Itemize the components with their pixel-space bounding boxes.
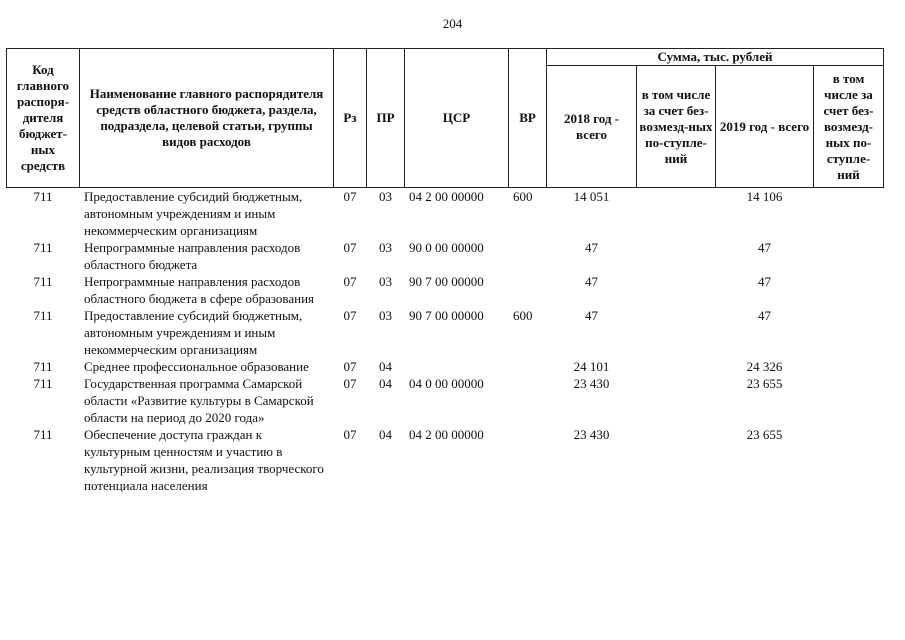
header-sum: Сумма, тыс. рублей — [547, 49, 884, 66]
row-csr: 90 7 00 00000 — [409, 274, 484, 289]
row-2019-total: 47 — [758, 240, 771, 255]
table-header — [7, 49, 884, 188]
row-csr: 04 2 00 00000 — [409, 427, 484, 442]
row-rz: 07 — [343, 376, 357, 391]
row-code: 711 — [33, 427, 53, 442]
header-name: Наименование главного распорядителя средств областного бюджета, раздела, подраздела, целевой статьи, группы видов расходов — [80, 49, 334, 188]
table-row — [7, 307, 884, 358]
row-csr — [405, 358, 509, 375]
row-rz: 07 — [343, 189, 357, 204]
row-2019-total: 23 655 — [746, 376, 783, 391]
row-code: 711 — [33, 308, 53, 323]
row-2019-free — [814, 188, 884, 240]
row-vr — [509, 426, 547, 494]
row-2018-free — [637, 188, 716, 240]
row-code: 711 — [33, 240, 53, 255]
table-body — [7, 188, 884, 495]
row-rz: 07 — [343, 240, 357, 255]
row-2019-free — [814, 358, 884, 375]
row-2019-free — [814, 307, 884, 358]
row-pr: 04 — [379, 427, 392, 442]
table-row — [7, 239, 884, 273]
row-csr: 04 0 00 00000 — [409, 376, 484, 391]
row-2019-total: 24 326 — [746, 359, 783, 374]
row-rz: 07 — [343, 359, 357, 374]
row-2018-total: 47 — [585, 240, 598, 255]
header-csr: ЦСР — [405, 49, 509, 188]
row-2019-total: 23 655 — [746, 427, 783, 442]
row-csr: 90 7 00 00000 — [409, 308, 484, 323]
table-row — [7, 188, 884, 240]
row-code: 711 — [33, 189, 53, 204]
row-2018-total: 14 051 — [573, 189, 610, 204]
row-2018-total: 47 — [585, 274, 598, 289]
row-2018-free — [637, 358, 716, 375]
header-pr: ПР — [367, 49, 405, 188]
row-pr: 03 — [379, 189, 392, 204]
row-2019-total: 47 — [758, 274, 771, 289]
page-number: 204 — [442, 16, 463, 31]
row-code: 711 — [33, 376, 53, 391]
row-2018-total: 47 — [585, 308, 598, 323]
row-2018-free — [637, 375, 716, 426]
row-name: Государственная программа Самарской области «Развитие культуры в Самарской области на период до 2020 года» — [84, 376, 314, 425]
table-row — [7, 375, 884, 426]
table-row — [7, 273, 884, 307]
row-name: Предоставление субсидий бюджетным, автономным учреждениям и иным некоммерческим организациям — [84, 189, 303, 238]
row-pr: 04 — [379, 359, 392, 374]
row-name: Среднее профессиональное образование — [84, 359, 309, 374]
budget-table — [6, 48, 884, 494]
row-name: Непрограммные направления расходов областного бюджета — [84, 240, 301, 272]
row-pr: 04 — [379, 376, 392, 391]
row-pr: 03 — [379, 240, 392, 255]
row-csr: 90 0 00 00000 — [409, 240, 484, 255]
row-2019-total: 47 — [758, 308, 771, 323]
header-2018-total: 2018 год - всего — [547, 66, 637, 188]
row-rz: 07 — [343, 274, 357, 289]
row-vr: 600 — [513, 308, 533, 323]
row-name: Предоставление субсидий бюджетным, автономным учреждениям и иным некоммерческим организациям — [84, 308, 303, 357]
row-2019-free — [814, 426, 884, 494]
row-vr — [509, 375, 547, 426]
row-2019-total: 14 106 — [746, 189, 783, 204]
row-csr: 04 2 00 00000 — [409, 189, 484, 204]
row-2019-free — [814, 239, 884, 273]
row-vr — [509, 358, 547, 375]
row-pr: 03 — [379, 274, 392, 289]
row-rz: 07 — [343, 427, 357, 442]
row-name: Непрограммные направления расходов областного бюджета в сфере образования — [84, 274, 315, 306]
row-2018-total: 24 101 — [573, 359, 610, 374]
row-2019-free — [814, 273, 884, 307]
header-2018-free: в том числе за счет без-возмезд-ных по-ступле-ний — [637, 66, 716, 188]
row-2018-free — [637, 426, 716, 494]
row-rz: 07 — [343, 308, 357, 323]
header-code: Код главного распоря-дителя бюджет-ных средств — [7, 49, 80, 188]
header-rz: Рз — [334, 49, 367, 188]
row-2018-total: 23 430 — [573, 376, 610, 391]
row-vr: 600 — [513, 189, 533, 204]
row-2018-free — [637, 273, 716, 307]
row-2019-free — [814, 375, 884, 426]
row-2018-free — [637, 307, 716, 358]
row-code: 711 — [33, 359, 53, 374]
row-name: Обеспечение доступа граждан к культурным ценностям и участию в культурной жизни, реализация творческого потенциала населения — [84, 427, 324, 493]
row-2018-total: 23 430 — [573, 427, 610, 442]
header-2019-free: в том числе за счет без-возмезд-ных по-ступле-ний — [814, 66, 884, 188]
header-vr: ВР — [509, 49, 547, 188]
row-pr: 03 — [379, 308, 392, 323]
row-code: 711 — [33, 274, 53, 289]
row-vr — [509, 273, 547, 307]
table-row — [7, 358, 884, 375]
row-2018-free — [637, 239, 716, 273]
table-row — [7, 426, 884, 494]
header-2019-total: 2019 год - всего — [716, 66, 814, 188]
row-vr — [509, 239, 547, 273]
